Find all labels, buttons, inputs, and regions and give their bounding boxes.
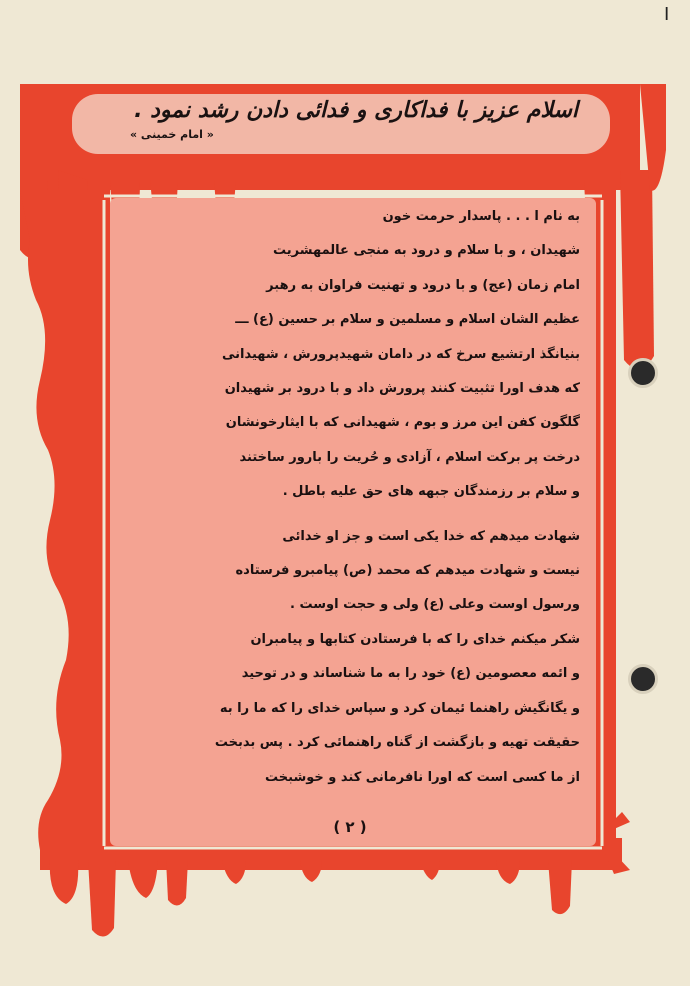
text-line: و یگانگیش راهنما ئیمان کرد و سپاس خدای را که ما را به: [219, 700, 580, 716]
page-number: ( ۲ ): [333, 818, 367, 836]
paragraph-gap: [146, 510, 580, 520]
text-line: نیست و شهادت میدهم که محمد (ص) پیامبرو فرستاده: [235, 563, 580, 579]
header-attribution: « امام خمینی »: [130, 128, 214, 141]
text-line: ورسول اوست وعلی (ع) ولی و حجت اوست .: [290, 597, 580, 613]
binder-hole: [628, 358, 658, 388]
text-line: شهادت میدهم که خدا یکی است و جز او خدائی: [282, 528, 580, 544]
text-line: حقیقت تهیه و بازگشت از گناه راهنمائی کرد . پس بدبخت: [214, 735, 580, 751]
text-line: به نام ا . . . پاسدار حرمت خون: [382, 209, 580, 224]
paragraph-2: [146, 520, 580, 623]
text-line: که هدف اورا تثبیت کنند پرورش داد و با درود بر شهیدان: [224, 381, 580, 397]
header-title: اسلام عزیز با فداکاری و فدائی دادن رشد نمود .: [134, 98, 578, 123]
body-text: [146, 200, 580, 795]
binder-hole: [628, 664, 658, 694]
paragraph-3: [146, 623, 580, 795]
page-corner-mark: I: [664, 4, 670, 25]
text-line: بنیانگذ ارتشیع سرخ که در دامان شهیدپرورش ، شهیدانی: [221, 346, 580, 362]
text-line: گلگون کفن این مرز و بوم ، شهیدانی که با ایثارخونشان: [225, 415, 580, 431]
text-line: شکر میکنم خدای را که با فرستادن کتابها و پیامبران: [250, 631, 580, 647]
paragraph-1: [146, 200, 580, 510]
text-line: امام زمان (عج) و با درود و تهنیت فراوان به رهبر: [266, 277, 580, 293]
text-line: و ائمه معصومین (ع) خود را به ما شناساند و در توحید: [241, 666, 580, 682]
text-line: از ما کسی است که اورا نافرمانی کند و خوشبخت: [265, 769, 580, 785]
text-line: عظیم الشان اسلام و مسلمین و سلام بر حسین (ع) ـــ: [235, 312, 580, 328]
text-line: شهیدان ، و با سلام و درود به منجی عالمهشریت: [273, 243, 580, 259]
text-line: و سلام بر رزمندگان جبهه های حق علیه باطل .: [282, 484, 580, 500]
text-line: درخت پر برکت اسلام ، آزادی و حُریت را بارور ساختند: [239, 449, 580, 465]
header-banner: [72, 94, 610, 154]
